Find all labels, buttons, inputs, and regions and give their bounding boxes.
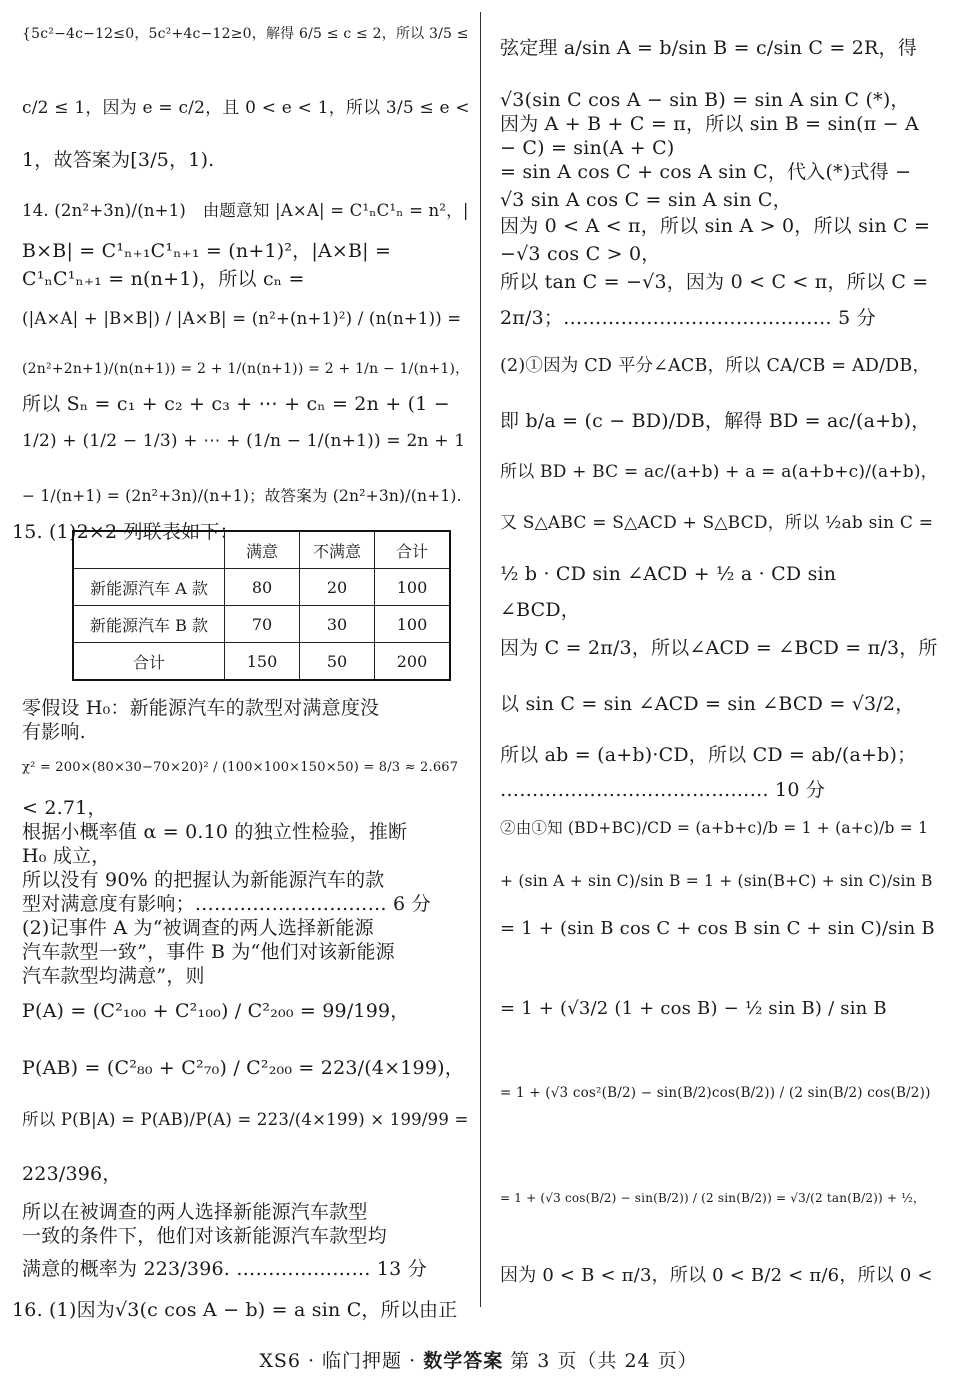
text-line: 汽车款型均满意”，则 <box>22 965 205 987</box>
footer-prefix: XS6 · 临门押题 · <box>259 1350 424 1372</box>
text-line: C¹ₙC¹ₙ₊₁ = n(n+1)，所以 cₙ = <box>22 268 305 290</box>
text-line: √3(sin C cos A − sin B) = sin A sin C (*)， <box>500 89 910 111</box>
text-line: c/2 ≤ 1，因为 e = c/2，且 0 < e < 1，所以 3/5 ≤ e < <box>22 98 470 118</box>
table-row <box>73 643 450 681</box>
table-cell <box>73 531 225 569</box>
text-line: − C) = sin(A + C) <box>500 137 675 159</box>
footer-page-number: 第 3 页（共 24 页） <box>503 1350 698 1372</box>
text-line: 以 sin C = sin ∠ACD = sin ∠BCD = √3/2， <box>500 693 915 715</box>
text-line: 又 S△ABC = S△ACD + S△BCD，所以 ½ab sin C = <box>500 513 934 533</box>
text-line: = sin A cos C + cos A sin C，代入(*)式得 − <box>500 161 912 183</box>
text-line: …………………………………… 10 分 <box>500 779 826 801</box>
table-cell: 20 <box>300 569 375 606</box>
text-line: B×B| = C¹ₙ₊₁C¹ₙ₊₁ = (n+1)²，|A×B| = <box>22 240 392 262</box>
text-line: 1，故答案为[3/5，1). <box>22 149 215 171</box>
text-line: 14. (2n²+3n)/(n+1) 由题意知 |A×A| = C¹ₙC¹ₙ = n²，| <box>22 201 469 220</box>
table-cell: 满意 <box>225 531 300 569</box>
text-line: 15. (1)2×2 列联表如下： <box>12 521 239 543</box>
table-cell: 新能源汽车 B 款 <box>73 606 225 643</box>
text-line: 因为 C = 2π/3，所以∠ACD = ∠BCD = π/3，所 <box>500 637 938 659</box>
text-line: = 1 + (sin B cos C + cos B sin C + sin C)/sin B <box>500 918 935 939</box>
text-line: χ² = 200×(80×30−70×20)² / (100×100×150×50) = 8/3 ≈ 2.667 <box>22 760 459 775</box>
table-cell: 不满意 <box>300 531 375 569</box>
table-cell: 200 <box>375 643 451 681</box>
text-line: 汽车款型一致”，事件 B 为“他们对该新能源 <box>22 941 395 963</box>
text-line: 因为 0 < A < π，所以 sin A > 0，所以 sin C = <box>500 215 931 237</box>
text-line: 所以 Sₙ = c₁ + c₂ + c₃ + ⋯ + cₙ = 2n + (1 − <box>22 393 450 415</box>
text-line: {5c²−4c−12≤0，5c²+4c−12≥0，解得 6/5 ≤ c ≤ 2，所以 3/5 ≤ <box>22 26 469 42</box>
table-cell: 新能源汽车 A 款 <box>73 569 225 606</box>
text-line: 满意的概率为 223/396. ………………… 13 分 <box>22 1258 427 1280</box>
text-line: 根据小概率值 α = 0.10 的独立性检验，推断 <box>22 821 408 843</box>
text-line: 有影响. <box>22 721 86 743</box>
text-line: = 1 + (√3/2 (1 + cos B) − ½ sin B) / sin B <box>500 998 887 1019</box>
table-cell: 70 <box>225 606 300 643</box>
footer-subject: 数学答案 <box>423 1350 504 1372</box>
text-line: 即 b/a = (c − BD)/DB，解得 BD = ac/(a+b)， <box>500 410 931 432</box>
table-header-row <box>73 531 450 569</box>
text-line: 16. (1)因为√3(c cos A − b) = a sin C，所以由正 <box>12 1299 458 1321</box>
text-line: −√3 cos C > 0， <box>500 243 661 265</box>
text-line: 因为 0 < B < π/3，所以 0 < B/2 < π/6，所以 0 < <box>500 1265 933 1286</box>
column-divider <box>480 12 481 1307</box>
page-footer <box>0 1346 957 1373</box>
text-line: 所以 tan C = −√3，因为 0 < C < π，所以 C = <box>500 271 929 293</box>
text-line: ∠BCD， <box>500 599 581 621</box>
text-line: 2π/3；…………………………………… 5 分 <box>500 307 876 329</box>
text-line: − 1/(n+1) = (2n²+3n)/(n+1)；故答案为 (2n²+3n)/(n+1). <box>22 487 462 505</box>
text-line: (2n²+2n+1)/(n(n+1)) = 2 + 1/(n(n+1)) = 2 + 1/n − 1/(n+1)， <box>22 361 470 377</box>
text-line: P(AB) = (C²₈₀ + C²₇₀) / C²₂₀₀ = 223/(4×199)， <box>22 1057 464 1079</box>
text-line: 因为 A + B + C = π，所以 sin B = sin(π − A <box>500 113 919 135</box>
text-line: H₀ 成立， <box>22 845 111 867</box>
text-line: √3 sin A cos C = sin A sin C， <box>500 189 792 211</box>
text-line: 223/396， <box>22 1163 122 1185</box>
text-line: 所以 BD + BC = ac/(a+b) + a = a(a+b+c)/(a+b)， <box>500 462 938 482</box>
text-line: = 1 + (√3 cos(B/2) − sin(B/2)) / (2 sin(B/2)) = √3/(2 tan(B/2)) + ½， <box>500 1191 926 1205</box>
text-line: 零假设 H₀：新能源汽车的款型对满意度没 <box>22 697 380 719</box>
table-cell: 100 <box>375 569 451 606</box>
text-line: + (sin A + sin C)/sin B = 1 + (sin(B+C) + sin C)/sin B <box>500 872 933 890</box>
text-line: 所以没有 90% 的把握认为新能源汽车的款 <box>22 869 385 891</box>
table-cell: 合计 <box>375 531 451 569</box>
table-row <box>73 569 450 606</box>
table-cell: 50 <box>300 643 375 681</box>
contingency-table <box>72 530 451 681</box>
table-cell: 80 <box>225 569 300 606</box>
text-line: 弦定理 a/sin A = b/sin B = c/sin C = 2R，得 <box>500 37 917 59</box>
text-line: P(A) = (C²₁₀₀ + C²₁₀₀) / C²₂₀₀ = 99/199， <box>22 1000 410 1022</box>
text-line: (|A×A| + |B×B|) / |A×B| = (n²+(n+1)²) / (n(n+1)) = <box>22 309 462 328</box>
text-line: 一致的条件下，他们对该新能源汽车款型均 <box>22 1225 387 1247</box>
text-line: 所以 ab = (a+b)·CD，所以 CD = ab/(a+b)； <box>500 744 917 766</box>
text-line: (2)①因为 CD 平分∠ACB，所以 CA/CB = AD/DB， <box>500 356 931 376</box>
text-line: 所以 P(B|A) = P(AB)/P(A) = 223/(4×199) × 199/99 = <box>22 1110 469 1129</box>
text-line: < 2.71， <box>22 797 107 819</box>
text-line: 型对满意度有影响；………………………… 6 分 <box>22 893 431 915</box>
table-cell: 150 <box>225 643 300 681</box>
text-line: 1/2) + (1/2 − 1/3) + ⋯ + (1/n − 1/(n+1)) = 2n + 1 <box>22 431 466 451</box>
table-cell: 合计 <box>73 643 225 681</box>
text-line: (2)记事件 A 为“被调查的两人选择新能源 <box>22 917 374 939</box>
text-line: ½ b · CD sin ∠ACD + ½ a · CD sin <box>500 563 837 585</box>
text-line: 所以在被调查的两人选择新能源汽车款型 <box>22 1201 368 1223</box>
table-row <box>73 606 450 643</box>
text-line: ②由①知 (BD+BC)/CD = (a+b+c)/b = 1 + (a+c)/b = 1 <box>500 819 929 837</box>
table-cell: 100 <box>375 606 451 643</box>
table-cell: 30 <box>300 606 375 643</box>
text-line: = 1 + (√3 cos²(B/2) − sin(B/2)cos(B/2)) / (2 sin(B/2) cos(B/2)) <box>500 1085 931 1101</box>
